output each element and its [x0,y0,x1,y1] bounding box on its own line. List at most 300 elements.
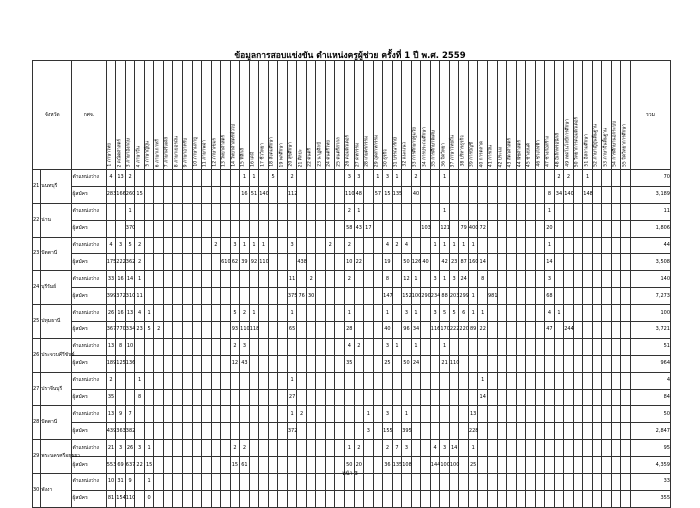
data-cell [192,186,202,203]
data-cell [325,338,335,355]
data-cell [478,288,488,305]
data-cell [602,338,612,355]
data-cell [202,389,212,406]
header-subject-label: 8 ภาษาเยอรมัน [174,135,180,167]
data-cell: 2 [554,170,564,187]
data-cell [192,288,202,305]
header-subject-label: 27 คหกรรม [355,142,361,167]
data-cell [392,305,402,322]
data-cell [545,355,555,372]
data-cell [221,322,231,339]
data-cell: 35 [345,355,355,372]
data-cell [306,170,316,187]
data-cell [564,254,574,271]
data-cell [364,305,374,322]
data-cell: 1 [240,237,250,254]
header-subject-label: 2 คณิตศาสตร์ [117,138,123,167]
data-cell: 62 [230,254,240,271]
data-cell [497,322,507,339]
row-type: ตำแหน่งว่าง [72,372,106,389]
data-cell [306,406,316,423]
row-total: 140 [630,271,670,288]
data-cell [459,170,469,187]
data-cell [364,440,374,457]
data-cell: 27 [287,389,297,406]
data-cell [335,288,345,305]
data-cell: 24 [411,355,421,372]
data-cell [564,237,574,254]
header-subject-label: 54 การศึกษานอกระบบ [612,121,618,167]
table-row [33,254,671,271]
data-cell [249,389,259,406]
header-subject [278,61,288,170]
data-cell [116,220,126,237]
header-subject [583,61,593,170]
table-row [33,372,671,389]
data-cell [487,220,497,237]
header-subject-label: 3 ภาษาอังกฤษ [126,137,132,167]
data-cell [335,389,345,406]
data-cell [516,203,526,220]
data-cell: 1 [411,305,421,322]
row-total: 51 [630,338,670,355]
data-cell [202,423,212,440]
data-cell [202,372,212,389]
data-cell [497,406,507,423]
data-cell [516,170,526,187]
data-cell [259,322,269,339]
data-cell [430,389,440,406]
data-cell [306,423,316,440]
data-cell: 2 [240,305,250,322]
data-cell [182,186,192,203]
data-cell [163,490,173,507]
data-cell: 88 [440,288,450,305]
data-cell [516,186,526,203]
data-cell: 110 [449,355,459,372]
data-cell: 1 [545,237,555,254]
data-cell [526,355,536,372]
header-subject [297,61,307,170]
data-cell [354,271,364,288]
data-cell [535,237,545,254]
data-cell: 1 [440,170,450,187]
data-cell: 116 [430,322,440,339]
data-cell: 1 [259,237,269,254]
data-cell [345,423,355,440]
data-cell [516,237,526,254]
data-cell: 334 [125,322,135,339]
data-cell [573,372,583,389]
data-cell [182,490,192,507]
data-cell [192,440,202,457]
data-cell: 31 [116,474,126,491]
data-cell: 770 [116,322,126,339]
data-cell [478,490,488,507]
data-cell [354,305,364,322]
data-cell [364,237,374,254]
data-cell [297,440,307,457]
data-cell [621,322,631,339]
data-cell [573,271,583,288]
data-cell [211,338,221,355]
data-cell: 1 [287,372,297,389]
data-cell [497,372,507,389]
data-cell [173,170,183,187]
data-cell: 8 [545,186,555,203]
data-cell: 72 [478,220,488,237]
data-cell [287,220,297,237]
data-cell: 222 [449,322,459,339]
row-province: น่าน [41,203,72,237]
data-cell [592,288,602,305]
data-cell [583,305,593,322]
data-cell: 33 [106,271,116,288]
table-row [33,220,671,237]
data-cell [335,220,345,237]
data-cell [507,372,517,389]
data-cell [163,237,173,254]
data-cell [211,271,221,288]
data-cell: 61 [240,457,250,474]
data-cell [621,372,631,389]
page-title: ข้อมูลการสอบแข่งขัน ตำแหน่งครูผู้ช่วย ครั้งที่ 1 ปี พ.ศ. 2559 [234,51,466,61]
data-cell: 2 [345,237,355,254]
data-cell [278,271,288,288]
table-row [33,237,671,254]
data-cell [230,186,240,203]
data-cell [526,322,536,339]
data-cell [278,220,288,237]
data-cell: 79 [459,220,469,237]
data-cell [173,389,183,406]
data-cell [373,372,383,389]
data-cell: 17 [364,220,374,237]
data-cell [383,389,393,406]
data-cell [497,423,507,440]
data-cell [297,490,307,507]
header-subject [173,61,183,170]
row-type: ผู้สมัคร [72,423,106,440]
data-cell: 283 [106,186,116,203]
data-cell [354,406,364,423]
data-cell [402,186,412,203]
data-cell [507,170,517,187]
data-cell [221,372,231,389]
header-subject [573,61,583,170]
data-cell [325,288,335,305]
data-cell [459,423,469,440]
data-cell [545,490,555,507]
data-cell [345,490,355,507]
data-cell [211,372,221,389]
data-cell: 8 [135,389,145,406]
data-cell [173,288,183,305]
header-subject-label: 11 ภาษาพม่า [203,139,209,167]
data-cell: 203 [449,288,459,305]
data-cell [383,220,393,237]
header-subject-label: 52 ภาษาญี่ปุ่นพื้นฐาน [593,124,599,167]
data-cell [468,389,478,406]
data-cell [144,406,154,423]
data-cell [621,186,631,203]
data-cell [497,186,507,203]
data-cell [497,490,507,507]
header-subject [306,61,316,170]
header-subject [144,61,154,170]
data-cell [611,203,621,220]
data-cell: 14 [478,254,488,271]
data-cell [611,220,621,237]
data-cell: 8 [383,271,393,288]
data-cell: 103 [421,220,431,237]
data-cell [173,440,183,457]
header-subject [535,61,545,170]
row-number: 27 [33,372,41,406]
data-cell [116,203,126,220]
row-number: 29 [33,440,41,474]
data-cell [268,203,278,220]
data-cell [144,355,154,372]
data-cell [135,355,145,372]
data-cell: 175 [106,254,116,271]
data-cell: 5 [449,305,459,322]
data-cell [259,203,269,220]
data-cell [316,203,326,220]
data-cell: 112 [287,186,297,203]
data-cell [611,305,621,322]
data-cell [392,220,402,237]
data-cell [211,490,221,507]
data-cell [221,170,231,187]
row-total: 3,189 [630,186,670,203]
data-cell: 1 [554,305,564,322]
data-cell [592,271,602,288]
data-cell [202,355,212,372]
data-cell [554,254,564,271]
data-cell [516,220,526,237]
data-cell [192,389,202,406]
data-cell [440,372,450,389]
data-cell [154,490,164,507]
header-subject-label: 24 ดนตรีไทย [326,140,332,167]
row-total: 4,359 [630,457,670,474]
table-row [33,305,671,322]
data-cell [144,423,154,440]
data-cell [583,406,593,423]
data-cell: 14 [545,254,555,271]
data-cell [268,322,278,339]
data-cell [526,186,536,203]
data-cell: 87 [459,254,469,271]
data-cell [364,322,374,339]
data-cell: 244 [564,322,574,339]
data-cell [297,203,307,220]
data-cell [240,203,250,220]
data-cell: 15 [135,186,145,203]
data-cell [202,406,212,423]
data-cell [392,406,402,423]
data-cell: 21 [106,440,116,457]
data-cell [373,288,383,305]
data-cell [354,237,364,254]
data-cell: 1 [144,305,154,322]
data-cell [449,372,459,389]
data-cell [459,372,469,389]
data-cell [335,338,345,355]
data-cell [335,271,345,288]
data-cell [325,440,335,457]
header-subject-label: 9 ภาษาอาหรับ [183,137,189,167]
data-cell: 11 [135,288,145,305]
data-cell [487,355,497,372]
data-cell [621,440,631,457]
header-subject [459,61,469,170]
data-cell [592,338,602,355]
header-subject [411,61,421,170]
data-cell: 40 [383,322,393,339]
data-cell [468,490,478,507]
data-cell [240,490,250,507]
data-cell [468,271,478,288]
data-cell [306,237,316,254]
data-cell [230,271,240,288]
data-cell [364,170,374,187]
header-subject-label: 25 ดนตรีสากล [336,137,342,167]
data-cell [182,406,192,423]
data-cell [478,423,488,440]
data-cell [325,203,335,220]
data-cell [507,389,517,406]
data-cell [602,322,612,339]
data-cell: 3 [116,237,126,254]
data-cell [440,423,450,440]
data-cell: 3 [383,338,393,355]
data-cell [430,355,440,372]
data-cell: 610 [221,254,231,271]
data-cell [249,220,259,237]
data-cell [373,406,383,423]
header-subject [364,61,374,170]
data-cell [106,220,116,237]
row-type: ผู้สมัคร [72,490,106,507]
data-cell [364,372,374,389]
data-cell [564,423,574,440]
data-cell [535,186,545,203]
data-cell: 1 [249,170,259,187]
data-cell [392,355,402,372]
data-cell [449,490,459,507]
header-gk: กศจ. [72,61,106,170]
data-cell: 2 [383,440,393,457]
data-cell [268,423,278,440]
data-cell [354,490,364,507]
data-cell [373,322,383,339]
data-cell [154,423,164,440]
data-cell [259,338,269,355]
data-cell [411,389,421,406]
data-cell [411,237,421,254]
data-cell [316,406,326,423]
data-cell [421,186,431,203]
data-cell [621,220,631,237]
data-cell: 7 [125,406,135,423]
header-subject-label: 50 วิทยาการคอมพิวเตอร์ [574,116,580,167]
data-cell: 110 [259,254,269,271]
row-type: ตำแหน่งว่าง [72,305,106,322]
data-cell [325,355,335,372]
data-cell [592,406,602,423]
row-type: ผู้สมัคร [72,288,106,305]
row-type: ผู้สมัคร [72,220,106,237]
data-cell [459,203,469,220]
data-cell [316,440,326,457]
data-cell: 4 [106,237,116,254]
row-type: ผู้สมัคร [72,389,106,406]
data-cell [192,170,202,187]
header-subject-label: 23 นาฏศิลป์ [317,142,323,167]
data-cell [345,389,355,406]
data-cell [192,372,202,389]
data-cell [259,170,269,187]
data-cell [316,288,326,305]
header-subject [526,61,536,170]
data-cell [325,406,335,423]
data-cell [154,170,164,187]
data-cell [211,305,221,322]
data-cell [173,338,183,355]
data-cell [611,271,621,288]
data-cell [249,338,259,355]
data-cell: 4 [402,237,412,254]
data-cell [325,170,335,187]
row-type: ผู้สมัคร [72,457,106,474]
data-cell [602,440,612,457]
data-cell [507,406,517,423]
data-cell [516,389,526,406]
data-cell: 19 [383,254,393,271]
data-cell [202,440,212,457]
data-cell: 375 [287,288,297,305]
data-cell: 154 [116,490,126,507]
header-subject-label: 12 ภาษาเขมร [212,138,218,167]
data-cell [592,186,602,203]
data-cell: 125 [116,355,126,372]
header-subject [240,61,250,170]
data-cell [182,271,192,288]
row-type: ตำแหน่งว่าง [72,440,106,457]
row-province: นนทบุรี [41,170,72,204]
data-cell [230,389,240,406]
data-cell [487,186,497,203]
header-subject-label: 13 วิทยาศาสตร์ [222,135,228,167]
data-cell [268,271,278,288]
row-total: 11 [630,203,670,220]
data-cell [573,186,583,203]
data-cell [392,322,402,339]
data-cell: 4 [545,305,555,322]
data-cell [335,372,345,389]
data-cell [287,203,297,220]
data-cell: 24 [459,271,469,288]
data-cell [316,305,326,322]
data-cell [545,170,555,187]
header-subject-label: 15 ฟิสิกส์ [241,148,247,167]
data-cell [526,220,536,237]
data-cell [211,220,221,237]
data-cell [373,440,383,457]
data-cell [526,389,536,406]
